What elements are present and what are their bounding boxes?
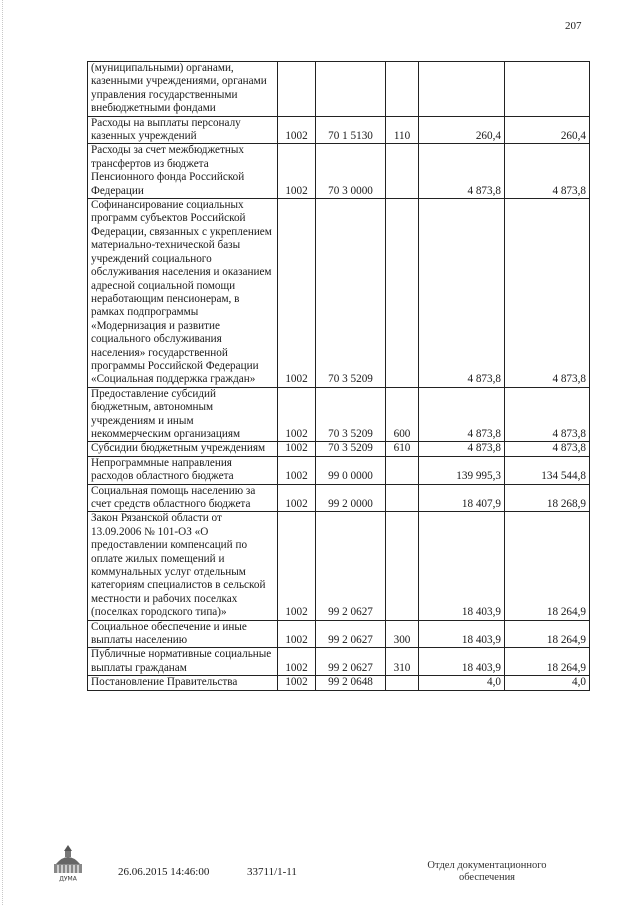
- row-expense-type: [386, 199, 419, 388]
- row-section: 1002: [278, 676, 316, 690]
- row-amount-year2: 18 264,9: [505, 512, 590, 620]
- row-amount-year1: 18 403,9: [419, 512, 505, 620]
- row-amount-year2: 4 873,8: [505, 387, 590, 442]
- row-section: [278, 62, 316, 117]
- row-amount-year1: 4 873,8: [419, 387, 505, 442]
- row-amount-year2: 4 873,8: [505, 442, 590, 456]
- row-expense-type: [386, 62, 419, 117]
- row-target-article: 99 2 0627: [316, 512, 386, 620]
- row-amount-year1: 4 873,8: [419, 144, 505, 199]
- row-amount-year2: 18 264,9: [505, 620, 590, 648]
- page-edge-line: [2, 0, 4, 905]
- row-name: Социальная помощь населению за счет средств областного бюджета: [88, 484, 278, 512]
- row-amount-year1: 4 873,8: [419, 442, 505, 456]
- row-expense-type: 110: [386, 116, 419, 144]
- budget-table: [87, 61, 590, 691]
- row-name: Софинансирование социальных программ субъектов Российской Федерации, связанных с укреплением материально-технической базы учреждений социального обслуживания населения и оказанием адресной социальной помощи неработающим пенсионерам, в рамках подпрограммы «Модернизация и развитие социального обслуживания населения» государственной программы Российской Федерации «Социальная поддержка граждан»: [88, 199, 278, 388]
- table-row: [88, 648, 590, 676]
- row-amount-year1: 18 407,9: [419, 484, 505, 512]
- row-expense-type: 310: [386, 648, 419, 676]
- duma-logo: [48, 842, 88, 882]
- table-row: [88, 442, 590, 456]
- page-number: 207: [565, 20, 582, 32]
- row-amount-year2: 134 544,8: [505, 456, 590, 484]
- row-section: 1002: [278, 512, 316, 620]
- row-section: 1002: [278, 620, 316, 648]
- row-section: 1002: [278, 116, 316, 144]
- footer-department: [412, 860, 562, 884]
- row-amount-year2: 4,0: [505, 676, 590, 690]
- row-amount-year1: 139 995,3: [419, 456, 505, 484]
- row-name: Расходы за счет межбюджетных трансфертов из бюджета Пенсионного фонда Российской Федерации: [88, 144, 278, 199]
- row-section: 1002: [278, 484, 316, 512]
- row-amount-year1: 18 403,9: [419, 648, 505, 676]
- row-amount-year2: 18 264,9: [505, 648, 590, 676]
- footer-dept-line1: Отдел документационного: [427, 860, 547, 871]
- row-section: 1002: [278, 442, 316, 456]
- row-name: Субсидии бюджетным учреждениям: [88, 442, 278, 456]
- row-amount-year1: 18 403,9: [419, 620, 505, 648]
- table-row: [88, 620, 590, 648]
- row-expense-type: [386, 512, 419, 620]
- row-amount-year1: 4 873,8: [419, 199, 505, 388]
- row-amount-year1: [419, 62, 505, 117]
- row-target-article: 70 3 5209: [316, 199, 386, 388]
- row-target-article: 70 1 5130: [316, 116, 386, 144]
- table-row: [88, 62, 590, 117]
- row-amount-year2: 4 873,8: [505, 199, 590, 388]
- row-expense-type: 600: [386, 387, 419, 442]
- row-name: (муниципальными) органами, казенными учреждениями, органами управления государственными внебюджетными фондами: [88, 62, 278, 117]
- row-expense-type: [386, 484, 419, 512]
- row-section: 1002: [278, 648, 316, 676]
- row-amount-year1: 260,4: [419, 116, 505, 144]
- row-name: Социальное обеспечение и иные выплаты населению: [88, 620, 278, 648]
- row-section: 1002: [278, 199, 316, 388]
- table-row: [88, 676, 590, 690]
- row-target-article: 99 2 0627: [316, 648, 386, 676]
- row-amount-year2: 260,4: [505, 116, 590, 144]
- row-amount-year2: 18 268,9: [505, 484, 590, 512]
- row-expense-type: [386, 144, 419, 199]
- row-target-article: 70 3 5209: [316, 442, 386, 456]
- table-row: [88, 144, 590, 199]
- row-target-article: 99 2 0000: [316, 484, 386, 512]
- row-name: Расходы на выплаты персоналу казенных учреждений: [88, 116, 278, 144]
- row-section: 1002: [278, 387, 316, 442]
- table-row: [88, 387, 590, 442]
- row-target-article: 99 0 0000: [316, 456, 386, 484]
- row-expense-type: 610: [386, 442, 419, 456]
- table-row: [88, 456, 590, 484]
- row-expense-type: 300: [386, 620, 419, 648]
- row-name: Непрограммные направления расходов областного бюджета: [88, 456, 278, 484]
- footer-doc-code: 33711/1-11: [247, 866, 297, 878]
- page-footer: [0, 854, 640, 894]
- table-row: [88, 512, 590, 620]
- table-row: [88, 199, 590, 388]
- row-target-article: 99 2 0627: [316, 620, 386, 648]
- row-section: 1002: [278, 456, 316, 484]
- footer-dept-line2: обеспечения: [458, 872, 516, 883]
- row-target-article: 99 2 0648: [316, 676, 386, 690]
- logo-spire: [64, 845, 72, 851]
- row-amount-year1: 4,0: [419, 676, 505, 690]
- table-row: [88, 484, 590, 512]
- logo-tower: [65, 851, 71, 857]
- table-row: [88, 116, 590, 144]
- row-section: 1002: [278, 144, 316, 199]
- row-expense-type: [386, 676, 419, 690]
- row-amount-year2: 4 873,8: [505, 144, 590, 199]
- logo-text: ДУМА: [59, 875, 77, 882]
- row-target-article: 70 3 5209: [316, 387, 386, 442]
- row-target-article: [316, 62, 386, 117]
- row-expense-type: [386, 456, 419, 484]
- footer-datetime: 26.06.2015 14:46:00: [118, 866, 210, 878]
- row-name: Предоставление субсидий бюджетным, автономным учреждениям и иным некоммерческим организациям: [88, 387, 278, 442]
- row-name: Публичные нормативные социальные выплаты гражданам: [88, 648, 278, 676]
- row-amount-year2: [505, 62, 590, 117]
- row-name: Постановление Правительства: [88, 676, 278, 690]
- logo-dome: [56, 857, 80, 864]
- row-target-article: 70 3 0000: [316, 144, 386, 199]
- row-name: Закон Рязанской области от 13.09.2006 № 101-ОЗ «О предоставлении компенсаций по оплате жилых помещений и коммунальных услуг отдельным категориям специалистов в сельской местности и рабочих поселках (поселках городского типа)»: [88, 512, 278, 620]
